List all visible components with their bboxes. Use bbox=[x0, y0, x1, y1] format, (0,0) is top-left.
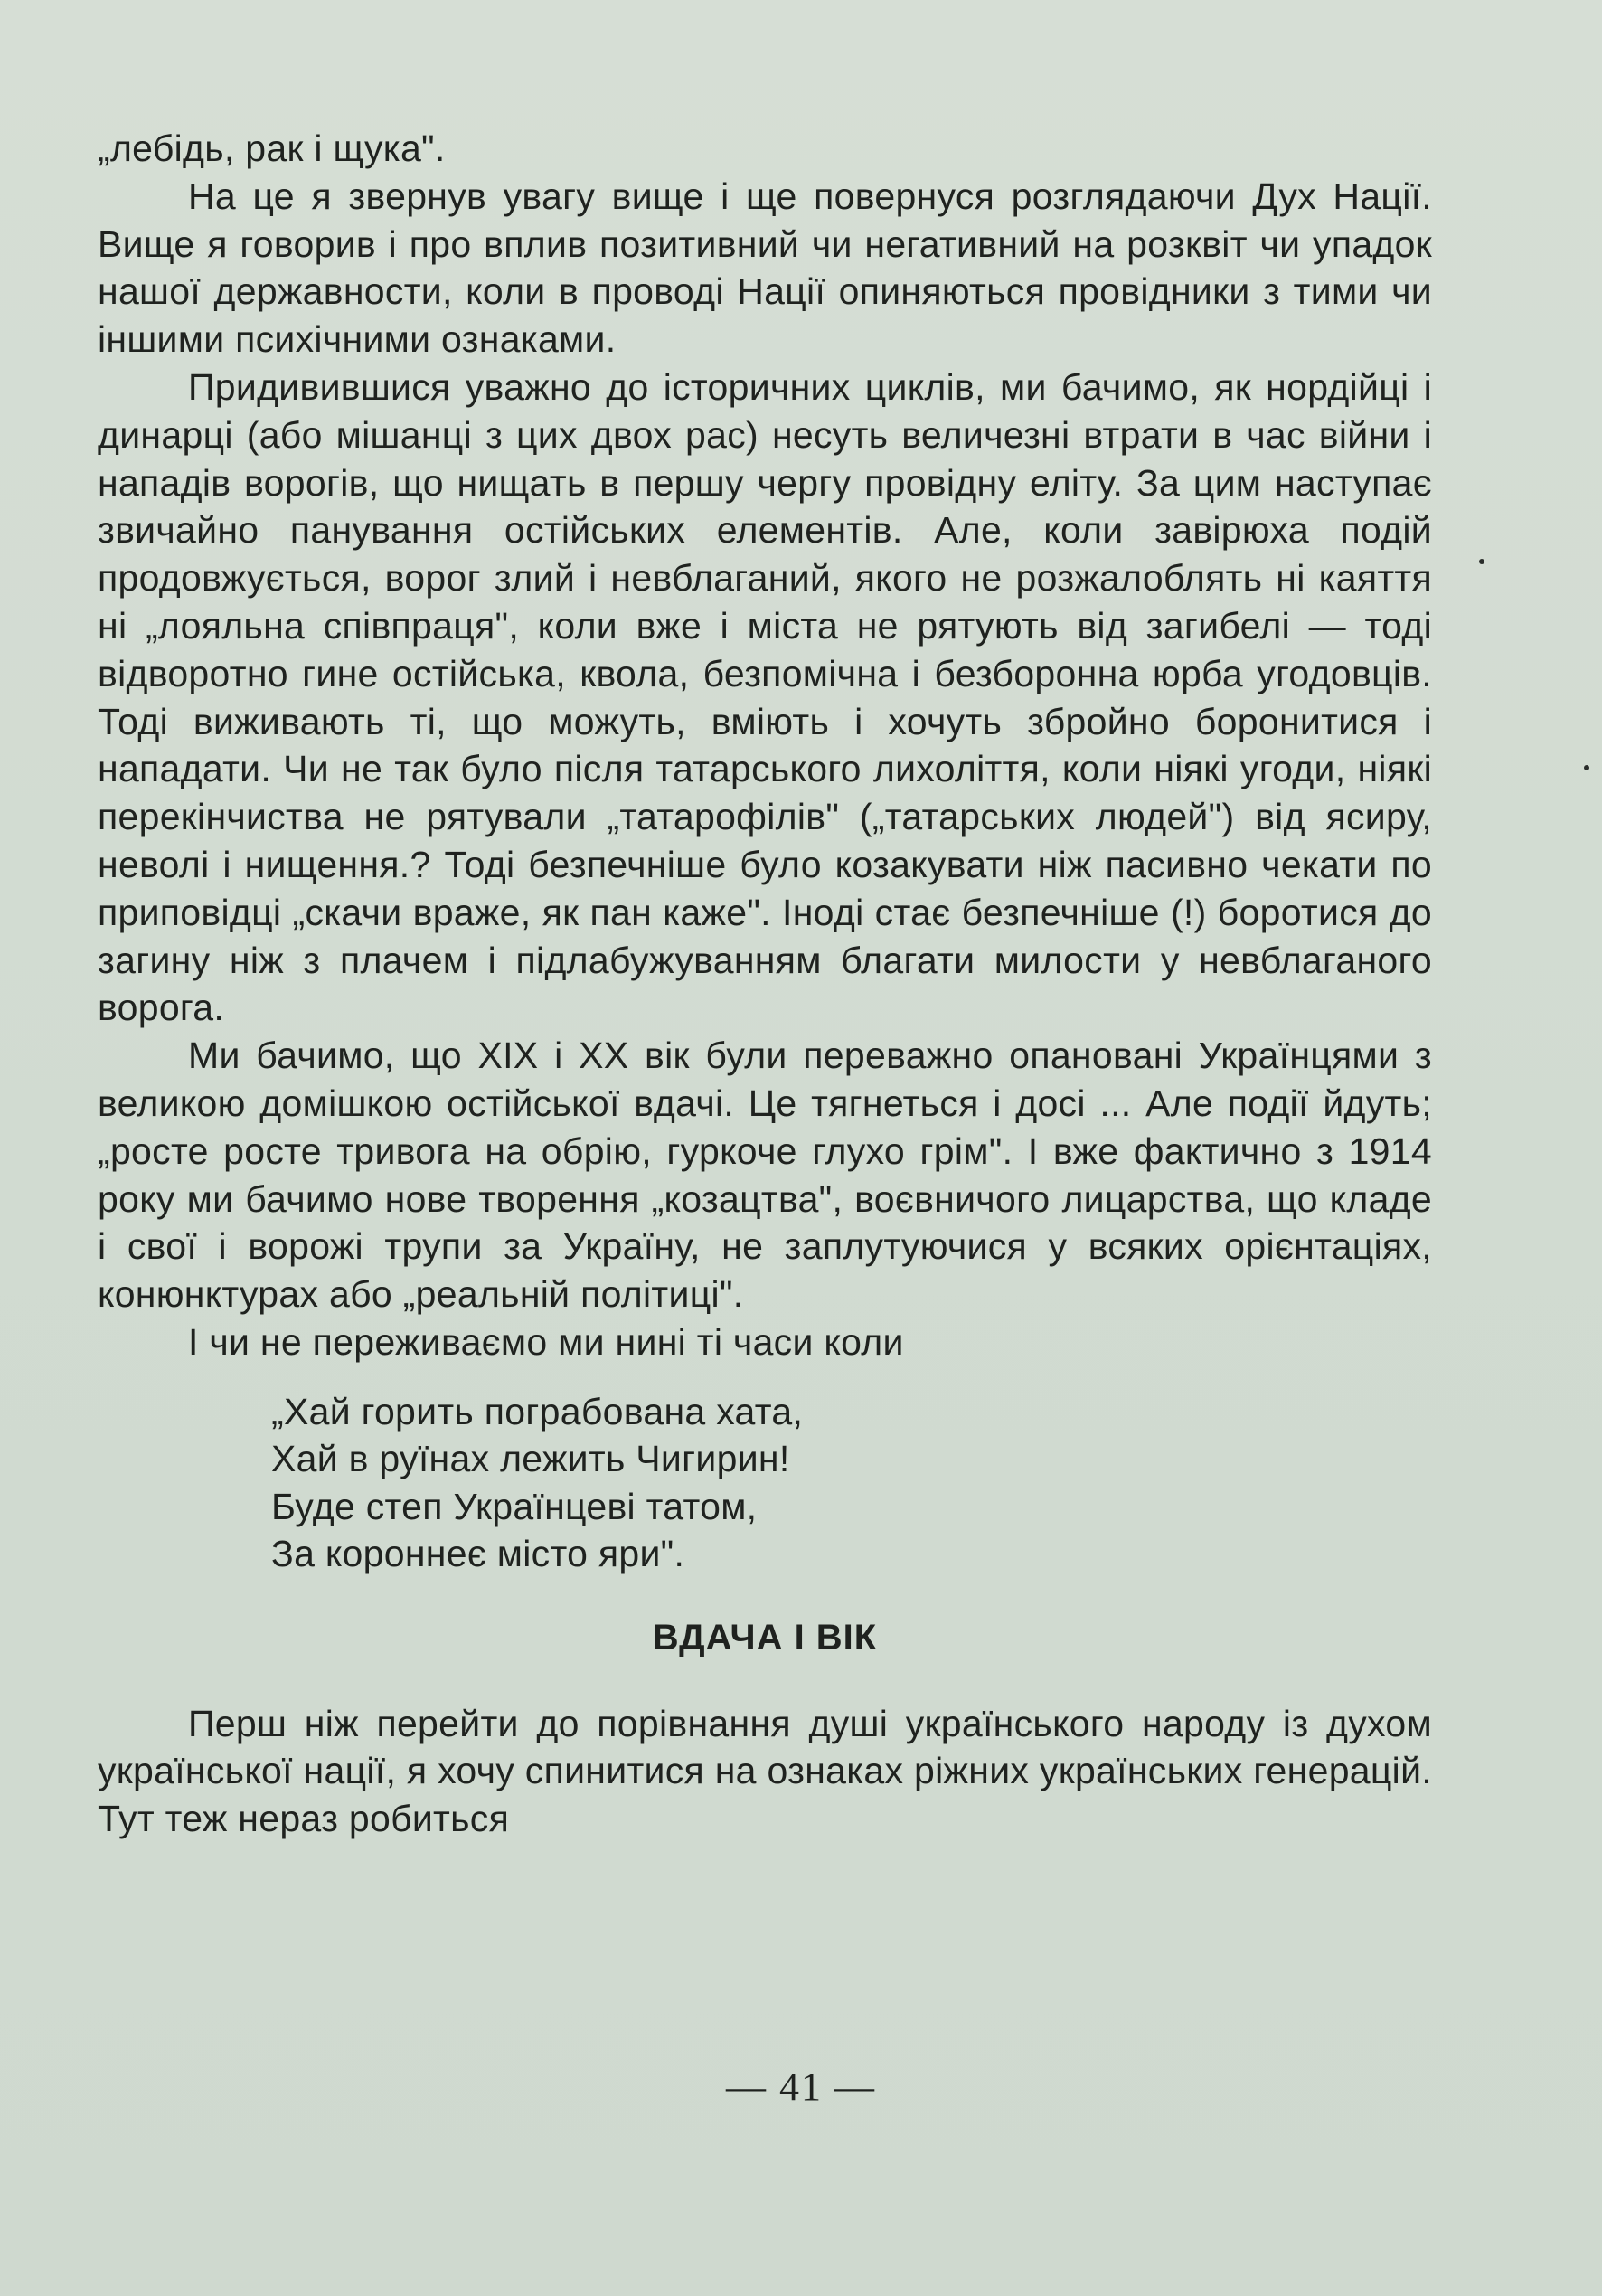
poem-quote bbox=[271, 1388, 1432, 1578]
paragraph-continuation: „лебідь, рак і щука". bbox=[98, 128, 446, 169]
paper-speck bbox=[1479, 559, 1484, 564]
body-text bbox=[98, 125, 1432, 1843]
poem-line: Хай в руїнах лежить Чигирин! bbox=[271, 1438, 790, 1480]
paragraph: Ми бачимо, що XIX і XX вік були переважно опановані Українцями з великою домішкою остійської вдачі. Це тягнеться і досі ... Але події йдуть; „росте росте тривога на обрію, гуркоче глухо грім". І вже фактично з 1914 року ми бачимо нове творення „козацтва", воєвничого лицарства, що кладе і свої і ворожі трупи за Україну, не заплутуючися у всяких орієнтаціях, конюнктурах або „реальній політиці". bbox=[98, 1035, 1432, 1316]
paragraph: Придивившися уважно до історичних циклів, ми бачимо, як нордійці і динарці (або мішанці з цих двох рас) несуть величезні втрати в час війни і нападів ворогів, що нищать в першу чергу провідну еліту. За цим наступає звичайно панування остійських елементів. Але, коли завірюха подій продовжується, ворог злий і невблаганий, якого не розжалоблять ні каяття ні „лояльна співпраця", коли вже і міста не рятують від загибелі — тоді відворотно гине остійська, квола, безпомічна і безборонна юрба угодовців. Тоді виживають ті, що можуть, вміють і хочуть збройно боронитися і нападати. Чи не так було після татарського лихоліття, коли ніякі угоди, ніякі перекінчиства не рятували „татарофілів" („татарських людей") від ясиру, неволі і нищення.? Тоді безпечніше було козакувати ніж пасивно чекати по приповідці „скачи враже, як пан каже". Іноді стає безпечніше (!) боротися до загину ніж з плачем і підлабужуванням благати милости у невблаганого ворога. bbox=[98, 365, 1432, 1029]
poem-line: Буде степ Українцеві татом, bbox=[271, 1485, 758, 1527]
poem-line: За короннеє місто яри". bbox=[271, 1533, 685, 1575]
paper-speck bbox=[1584, 765, 1589, 770]
paragraph: Перш ніж перейти до порівнання душі українського народу із духом української нації, я хочу спинитися на ознаках ріжних українських генерацій. Тут теж нераз робиться bbox=[98, 1702, 1432, 1840]
poem-line: „Хай горить пограбована хата, bbox=[271, 1390, 804, 1432]
paragraph: На це я звернув увагу вище і ще повернуся розглядаючи Дух Нації. Вище я говорив і про вплив позитивний чи негативний на розквіт чи упадок нашої державности, коли в проводі Нації опиняються провідники з тими чи іншими психічними ознаками. bbox=[98, 175, 1432, 361]
section-heading: ВДАЧА І ВІК bbox=[652, 1617, 878, 1658]
paragraph: І чи не переживаємо ми нині ті часи коли bbox=[188, 1320, 904, 1363]
page-number: — 41 — bbox=[726, 2065, 876, 2109]
